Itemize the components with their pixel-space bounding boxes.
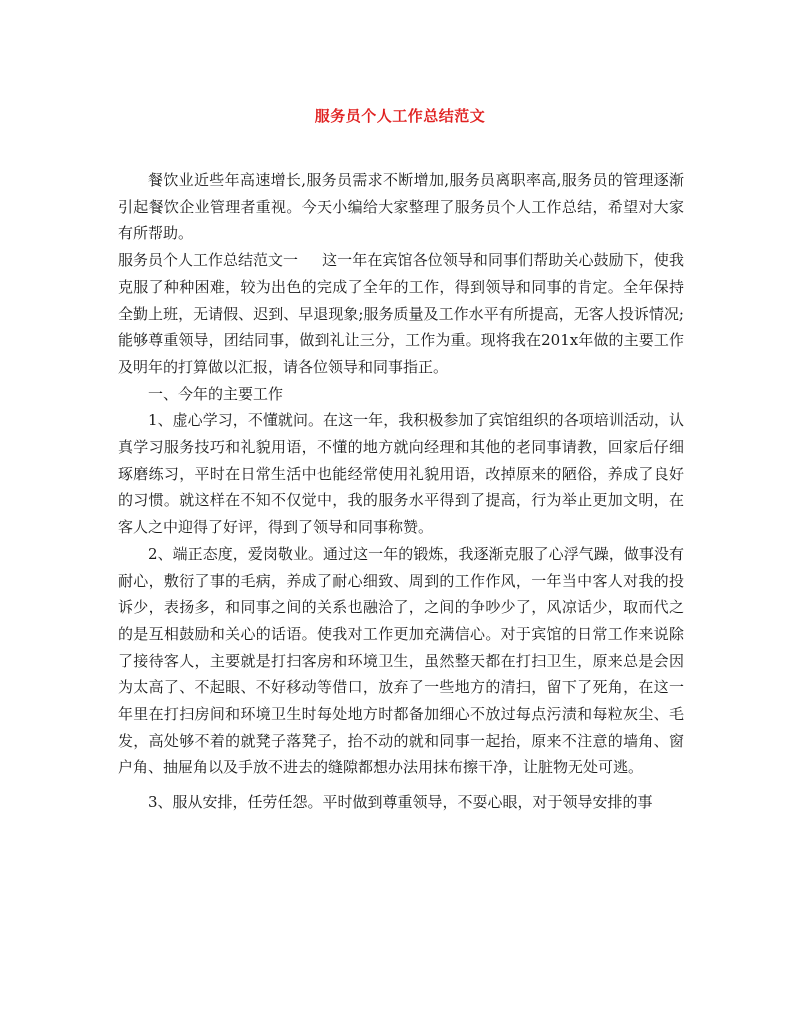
- document-body: [118, 167, 684, 816]
- item-1-paragraph: 1、虚心学习，不懂就问。在这一年，我积极参加了宾馆组织的各项培训活动，认真学习服务技巧和礼貌用语，不懂的地方就向经理和其他的老同事请教，回家后仔细琢磨练习，平时在日常生活中也能经常使用礼貌用语，改掉原来的陋俗，养成了良好的习惯。就这样在不知不仅觉中，我的服务水平得到了提高，行为举止更加文明，在客人之中迎得了好评，得到了领导和同事称赞。: [118, 411, 684, 537]
- section-paragraph: [118, 247, 684, 381]
- document-title: 服务员个人工作总结范文: [314, 107, 486, 125]
- section-title: 服务员个人工作总结范文一: [118, 251, 299, 270]
- heading-main-work: 一、今年的主要工作: [148, 384, 284, 403]
- intro-paragraph: 餐饮业近些年高速增长,服务员需求不断增加,服务员离职率高,服务员的管理逐渐引起餐饮企业管理者重视。今天小编给大家整理了服务员个人工作总结，希望对大家有所帮助。: [118, 171, 684, 243]
- section-intro: 这一年在宾馆各位领导和同事们帮助关心鼓励下，使我克服了种种困难，较为出色的完成了全年的工作，得到领导和同事的肯定。全年保持全勤上班，无请假、迟到、早退现象;服务质量及工作水平有所提高，无客人投诉情况;能够尊重领导，团结同事，做到礼让三分，工作为重。现将我在201x年做的主要工作及明年的打算做以汇报，请各位领导和同事指正。: [118, 251, 684, 376]
- item-2-paragraph: 2、端正态度，爱岗敬业。通过这一年的锻炼，我逐渐克服了心浮气躁，做事没有耐心，敷衍了事的毛病，养成了耐心细致、周到的工作作风，一年当中客人对我的投诉少，表扬多，和同事之间的关系也融洽了，之间的争吵少了，风凉话少，取而代之的是互相鼓励和关心的话语。使我对工作更加充满信心。对于宾馆的日常工作来说除了接待客人，主要就是打扫客房和环境卫生，虽然整天都在打扫卫生，原来总是会因为太高了、不起眼、不好移动等借口，放弃了一些地方的清扫，留下了死角，在这一年里在打扫房间和环境卫生时每处地方时都备加细心不放过每点污渍和每粒灰尘、毛发，高处够不着的就凳子落凳子，抬不动的就和同事一起抬，原来不注意的墙角、窗户角、抽屉角以及手放不进去的缝隙都想办法用抹布擦干净，让脏物无处可逃。: [118, 544, 684, 777]
- item-3-paragraph: 3、服从安排，任劳任怨。平时做到尊重领导，不耍心眼，对于领导安排的事: [148, 793, 653, 812]
